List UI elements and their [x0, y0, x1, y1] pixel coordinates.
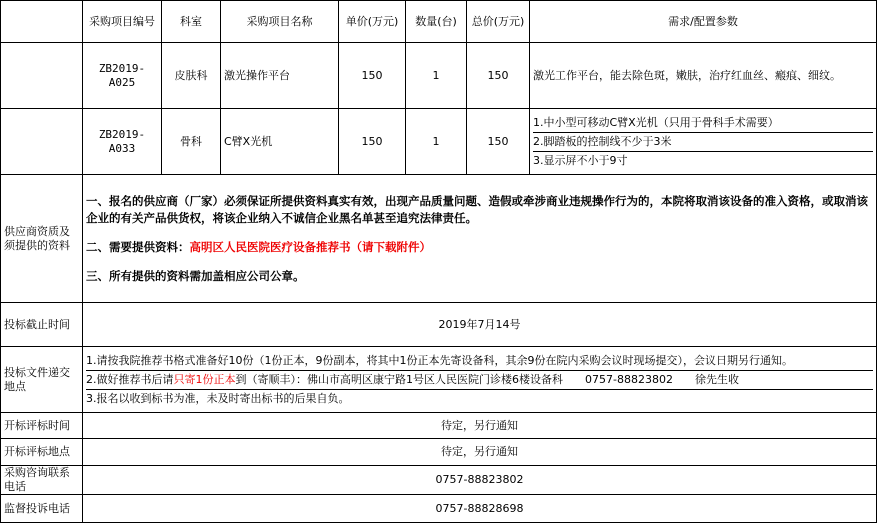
supplier-point-3: 三、所有提供的资料需加盖相应公司公章。 [86, 268, 305, 283]
table-row [1, 43, 877, 109]
deadline-label: 投标截止时间 [1, 303, 83, 347]
requirement-line: 1.中小型可移动C臂X光机（只用于骨科手术需要） [533, 114, 873, 133]
header-unit-price: 单价(万元) [339, 1, 406, 43]
item-requirements [530, 109, 877, 175]
item-code: ZB2019-A033 [83, 109, 162, 175]
complaint-phone-value: 0757-88828698 [83, 495, 877, 523]
submission-line-2 [86, 371, 873, 390]
opening-place-label: 开标评标地点 [1, 439, 83, 466]
opening-time-value: 待定，另行通知 [83, 413, 877, 439]
item-total-price: 150 [467, 109, 530, 175]
item-department: 骨科 [162, 109, 221, 175]
opening-time-row [1, 413, 877, 439]
submission-line-3: 3.报名以收到标书为准，未及时寄出标书的后果自负。 [86, 391, 350, 405]
supplier-point-1: 一、报名的供应商（厂家）必须保证所提供资料真实有效，出现产品质量问题、造假或牵涉商业违规操作行为的，本院将取消该设备的准入资格，或取消该企业的有关产品供货权，将该企业纳入不诚信企业黑名单甚至追究法律责任。 [86, 193, 868, 225]
deadline-value: 2019年7月14号 [83, 303, 877, 347]
consult-phone-label: 采购咨询联系电话 [1, 466, 83, 495]
submission-label: 投标文件递交地点 [1, 347, 83, 413]
header-name: 采购项目名称 [221, 1, 339, 43]
header-total-price: 总价(万元) [467, 1, 530, 43]
header-blank-cell [1, 1, 83, 43]
supplier-point-2 [86, 239, 873, 256]
submission-line-2-suffix: 到（寄顺丰）：佛山市高明区康宁路1号区人民医院门诊楼6楼设备科 0757-88823802 徐先生收 [235, 372, 739, 386]
consult-phone-row [1, 466, 877, 495]
header-code: 采购项目编号 [83, 1, 162, 43]
opening-place-value: 待定，另行通知 [83, 439, 877, 466]
supplier-label: 供应商资质及须提供的资料 [1, 175, 83, 303]
row-blank-cell [1, 109, 83, 175]
opening-time-label: 开标评标时间 [1, 413, 83, 439]
item-name: 激光操作平台 [221, 43, 339, 109]
submission-line-2-prefix: 2.做好推荐书后请 [86, 372, 174, 386]
header-row [1, 1, 877, 43]
item-quantity: 1 [406, 109, 467, 175]
header-department: 科室 [162, 1, 221, 43]
supplier-requirements [83, 175, 877, 303]
submission-row [1, 347, 877, 413]
item-quantity: 1 [406, 43, 467, 109]
submission-line-1: 1.请按我院推荐书格式准备好10份（1份正本，9份副本，将其中1份正本先寄设备科，其余9份在院内采购会议时现场提交），会议日期另行通知。 [86, 352, 873, 371]
header-quantity: 数量(台) [406, 1, 467, 43]
item-unit-price: 150 [339, 43, 406, 109]
consult-phone-value: 0757-88823802 [83, 466, 877, 495]
table-row [1, 109, 877, 175]
item-code: ZB2019-A025 [83, 43, 162, 109]
header-requirements: 需求/配置参数 [530, 1, 877, 43]
item-department: 皮肤科 [162, 43, 221, 109]
supplier-point-2-prefix: 二、需要提供资料： [86, 239, 190, 254]
item-unit-price: 150 [339, 109, 406, 175]
item-total-price: 150 [467, 43, 530, 109]
row-blank-cell [1, 43, 83, 109]
complaint-phone-label: 监督投诉电话 [1, 495, 83, 523]
requirement-line: 2.脚踏板的控制线不少于3米 [533, 133, 873, 152]
deadline-row [1, 303, 877, 347]
submission-details [83, 347, 877, 413]
item-requirements: 激光工作平台，能去除色斑，嫩肤，治疗红血丝、瘢痕、细纹。 [530, 43, 877, 109]
recommendation-form-link[interactable]: 高明区人民医院医疗设备推荐书（请下载附件） [189, 239, 431, 254]
supplier-row [1, 175, 877, 303]
opening-place-row [1, 439, 877, 466]
requirement-line: 3.显示屏不小于9寸 [533, 153, 628, 167]
submission-line-2-highlight: 只寄1份正本 [173, 372, 236, 386]
complaint-phone-row [1, 495, 877, 523]
item-name: C臂X光机 [221, 109, 339, 175]
